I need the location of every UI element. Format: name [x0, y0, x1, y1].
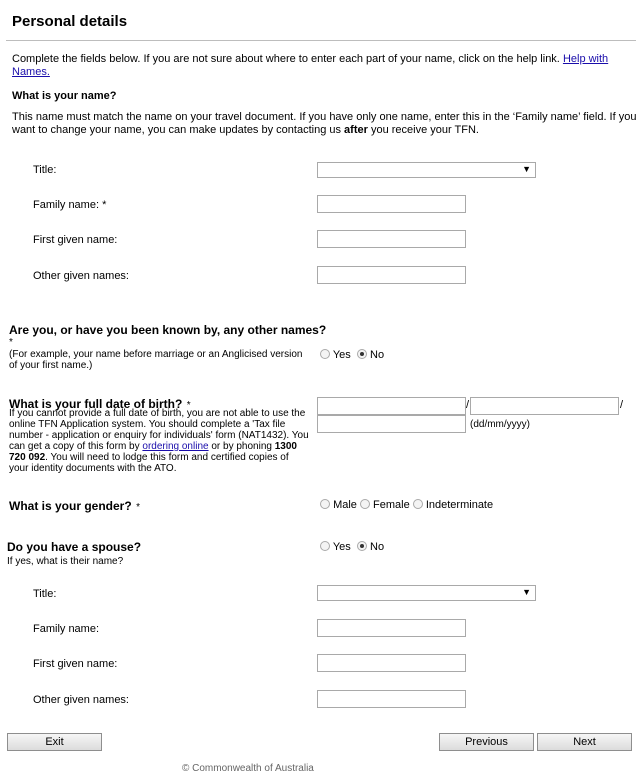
spouse-radio-group: Yes No: [320, 541, 384, 553]
spouse-yes-radio[interactable]: [320, 541, 330, 551]
family-name-label: Family name: *: [33, 199, 107, 211]
other-names-yes-radio[interactable]: [320, 349, 330, 359]
dob-separator-2: /: [620, 399, 624, 411]
gender-indeterminate-radio[interactable]: [413, 499, 423, 509]
spouse-other-given-names-label: Other given names:: [33, 694, 129, 706]
spouse-first-given-name-input[interactable]: [317, 654, 466, 672]
next-button[interactable]: Next: [537, 733, 632, 751]
ordering-online-link[interactable]: ordering online: [142, 441, 209, 452]
chevron-down-icon: ▼: [522, 587, 531, 597]
dob-month-input[interactable]: [470, 397, 619, 415]
spouse-family-name-input[interactable]: [317, 619, 466, 637]
other-names-asterisk: *: [9, 337, 13, 348]
spouse-title-label: Title:: [33, 588, 57, 600]
dob-help-text: If you cannot provide a full date of birth, you are not able to use the online TFN Application system. You should complete a 'Tax file number - application or enquiry for individuals' form (NAT1432). You can get a copy of this form by ordering online or by phoning 1300 720 092. You will need to lodge this form and certified copies of your identity documents with the ATO.: [9, 408, 309, 474]
name-heading: What is your name?: [12, 90, 117, 102]
other-given-names-input[interactable]: [317, 266, 466, 284]
help-names-link[interactable]: Help with Names.: [12, 53, 609, 78]
title-select[interactable]: [317, 162, 536, 178]
dob-day-input[interactable]: [317, 397, 466, 415]
spouse-family-name-label: Family name:: [33, 623, 100, 635]
spouse-subtext: If yes, what is their name?: [7, 556, 124, 567]
other-names-no-radio[interactable]: [357, 349, 367, 359]
gender-female-radio[interactable]: [360, 499, 370, 509]
gender-male-radio[interactable]: [320, 499, 330, 509]
spouse-question: Do you have a spouse?: [7, 540, 142, 554]
intro-text: Complete the fields below. If you are not sure about where to enter each part of your name, click on the help link. Help with Names.: [12, 53, 609, 78]
other-given-names-label: Other given names:: [33, 270, 129, 282]
first-given-name-label: First given name:: [33, 234, 118, 246]
footer-copyright: © Commonwealth of Australia: [182, 763, 314, 774]
exit-button[interactable]: Exit: [7, 733, 102, 751]
spouse-title-select[interactable]: [317, 585, 536, 601]
spouse-first-given-name-label: First given name:: [33, 658, 118, 670]
divider: [6, 40, 636, 41]
dob-separator-1: /: [466, 399, 470, 411]
previous-button[interactable]: Previous: [439, 733, 534, 751]
spouse-other-given-names-input[interactable]: [317, 690, 466, 708]
gender-radio-group: Male Female Indeterminate: [320, 499, 493, 511]
dob-year-input[interactable]: [317, 415, 466, 433]
page-title: Personal details: [12, 13, 128, 30]
family-name-input[interactable]: [317, 195, 466, 213]
other-names-radio-group: Yes No: [320, 349, 384, 361]
title-label: Title:: [33, 164, 57, 176]
other-names-question: Are you, or have you been known by, any other names?: [9, 323, 327, 337]
first-given-name-input[interactable]: [317, 230, 466, 248]
name-description: This name must match the name on your travel document. If you have only one name, enter this in the ‘Family name’ field. If you want to change your name, you can make updates by contacting us after you receive your TFN.: [12, 111, 637, 136]
spouse-no-radio[interactable]: [357, 541, 367, 551]
gender-question: What is your gender? *: [9, 499, 141, 513]
chevron-down-icon: ▼: [522, 164, 531, 174]
dob-format-hint: (dd/mm/yyyy): [470, 419, 530, 430]
other-names-example: (For example, your name before marriage or an Anglicised version of your first name.): [9, 349, 303, 371]
dob-question: What is your full date of birth? *: [9, 397, 191, 411]
